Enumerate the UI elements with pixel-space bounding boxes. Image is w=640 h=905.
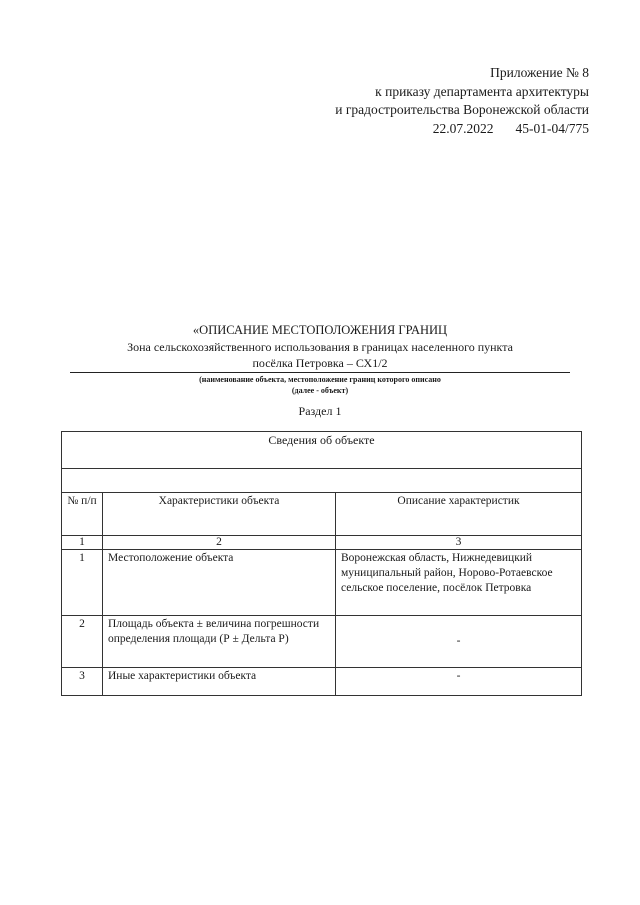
row-description: - — [336, 668, 582, 696]
appendix-department-line: и градостроительства Воронежской области — [335, 102, 589, 117]
column-number: 2 — [103, 536, 336, 550]
row-characteristic: Иные характеристики объекта — [103, 668, 336, 696]
row-num: 2 — [62, 616, 103, 668]
column-number-row — [62, 536, 582, 550]
document-heading — [70, 322, 570, 419]
column-number: 3 — [336, 536, 582, 550]
object-note-line2: (далее - объект) — [291, 386, 349, 395]
column-number: 1 — [62, 536, 103, 550]
table-row — [62, 668, 582, 696]
section-title: Раздел 1 — [298, 404, 342, 418]
header-characteristics: Характеристики объекта — [103, 493, 336, 536]
order-date: 22.07.2022 — [432, 120, 494, 136]
object-name-line1: Зона сельскохозяйственного использования в границах населенного пункта — [127, 340, 513, 354]
document-title: «ОПИСАНИЕ МЕСТОПОЛОЖЕНИЯ ГРАНИЦ — [192, 323, 448, 337]
row-description: Воронежская область, Нижнедевицкий муниципальный район, Норово-Ротаевское сельское поселение, посёлок Петровка — [336, 550, 582, 616]
appendix-date-number — [335, 120, 589, 139]
table-caption-row — [62, 432, 582, 469]
row-description: - — [336, 616, 582, 668]
empty-cell — [62, 469, 582, 493]
appendix-title: Приложение № 8 — [490, 65, 589, 80]
table-caption: Сведения об объекте — [62, 432, 582, 469]
object-name-line2: посёлка Петровка – СХ1/2 — [252, 356, 388, 370]
table-row — [62, 616, 582, 668]
table-row — [62, 550, 582, 616]
object-info-table — [61, 431, 582, 696]
appendix-block — [335, 64, 589, 138]
row-num: 3 — [62, 668, 103, 696]
object-note-line1: (наименование объекта, местоположение границ которого описано — [199, 375, 441, 384]
order-number: 45-01-04/775 — [515, 120, 589, 136]
underline-rule — [70, 372, 570, 373]
table-empty-row — [62, 469, 582, 493]
appendix-order-line: к приказу департамента архитектуры — [375, 83, 589, 99]
row-characteristic: Площадь объекта ± величина погрешности определения площади (Р ± Дельта Р) — [103, 616, 336, 668]
table-header-row — [62, 493, 582, 536]
row-num: 1 — [62, 550, 103, 616]
header-num: № п/п — [62, 493, 103, 536]
header-description: Описание характеристик — [336, 493, 582, 536]
row-characteristic: Местоположение объекта — [103, 550, 336, 616]
